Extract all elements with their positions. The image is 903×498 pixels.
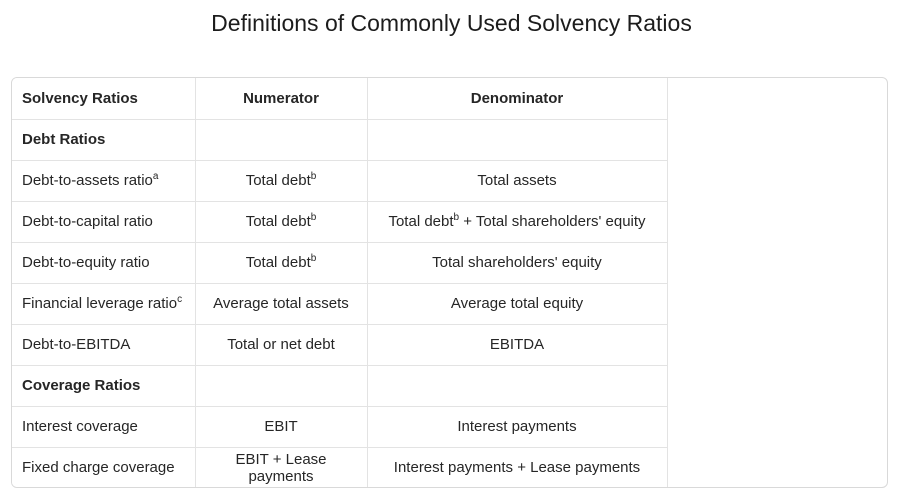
solvency-ratios-table [12, 78, 668, 488]
page-title: Definitions of Commonly Used Solvency Ratios [211, 10, 692, 36]
footnote-marker: b [310, 253, 317, 264]
table-row-debt-to-capital [12, 201, 667, 242]
ratio-name-cell: Debt-to-EBITDA [12, 324, 195, 365]
denominator-cell: EBITDA [367, 324, 667, 365]
denominator-cell [367, 365, 667, 406]
footnote-marker: b [310, 171, 317, 182]
table-row-debt-to-equity [12, 242, 667, 283]
section-header-cell [12, 365, 195, 406]
numerator-cell: Average total assets [195, 283, 367, 324]
column-header-solvency-ratios: Solvency Ratios [12, 78, 195, 119]
denominator-cell [367, 119, 667, 160]
ratio-name-cell: Debt-to-equity ratio [12, 242, 195, 283]
numerator-cell: Total debt$^b$ [195, 242, 367, 283]
denominator-cell: Interest payments [367, 406, 667, 447]
footnote-marker: b [310, 212, 317, 223]
denominator-cell: Average total equity [367, 283, 667, 324]
column-header-numerator: Numerator [195, 78, 367, 119]
footnote-marker: b [453, 212, 460, 223]
ratio-name-cell: Debt-to-capital ratio [12, 201, 195, 242]
section-label: Coverage Ratios [22, 377, 141, 394]
numerator-cell: Total debt$^b$ [195, 160, 367, 201]
section-header-cell [12, 119, 195, 160]
column-header-denominator: Denominator [367, 78, 667, 119]
table-row-financial-leverage [12, 283, 667, 324]
ratio-name-cell: Fixed charge coverage [12, 447, 195, 488]
ratio-name-cell: Interest coverage [12, 406, 195, 447]
section-label: Debt Ratios [22, 131, 106, 148]
ratio-name-cell: Financial leverage ratio$^c$ [12, 283, 195, 324]
table-header-row [12, 78, 667, 119]
numerator-cell: Total debt$^b$ [195, 201, 367, 242]
table-row-interest-coverage [12, 406, 667, 447]
numerator-cell [195, 119, 367, 160]
numerator-cell: EBIT [195, 406, 367, 447]
footnote-marker: a [152, 171, 159, 182]
denominator-cell: Interest payments + Lease payments [367, 447, 667, 488]
table-row-debt-to-ebitda [12, 324, 667, 365]
denominator-cell: Total assets [367, 160, 667, 201]
numerator-cell: Total or net debt [195, 324, 367, 365]
footnote-marker: c [177, 294, 183, 305]
numerator-cell [195, 365, 367, 406]
table-row-fixed-charge-coverage [12, 447, 667, 488]
denominator-cell: Total debt$^b$ + Total shareholders' equity [367, 201, 667, 242]
section-row-debt-ratios [12, 119, 667, 160]
solvency-ratios-card [11, 77, 888, 488]
numerator-cell: EBIT + Lease payments [195, 447, 367, 488]
denominator-cell: Total shareholders' equity [367, 242, 667, 283]
section-row-coverage-ratios [12, 365, 667, 406]
ratio-name-cell: Debt-to-assets ratio$^a$ [12, 160, 195, 201]
table-row-debt-to-assets [12, 160, 667, 201]
